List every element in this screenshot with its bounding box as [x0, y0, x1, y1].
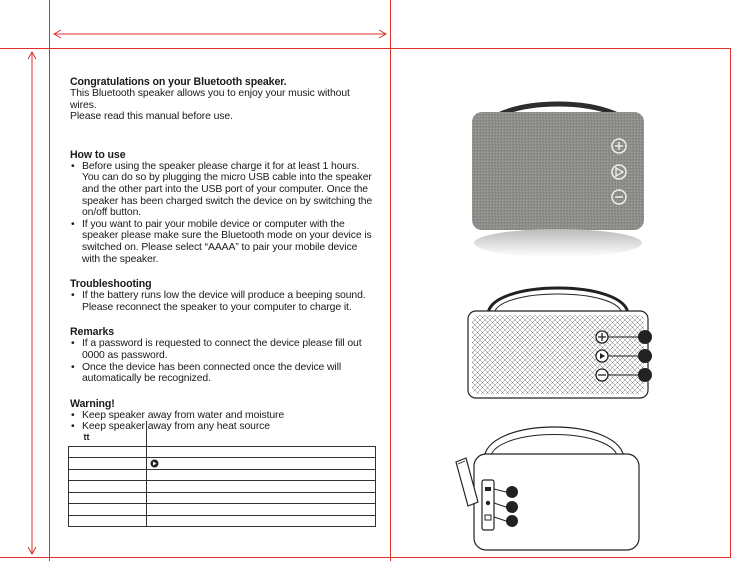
remarks-bullet: • If a password is requested to connect the device please fill out 0000 as password. — [70, 338, 375, 361]
speaker-side-diagram — [444, 420, 644, 552]
manual-text — [70, 76, 375, 446]
play-icon — [596, 350, 608, 362]
table-row — [69, 469, 376, 481]
table-header-row — [69, 421, 376, 446]
table-row — [69, 492, 376, 504]
intro-heading: Congratulations on your Bluetooth speaker. — [70, 76, 287, 88]
callout-marker — [506, 486, 518, 498]
spec-table — [68, 421, 376, 527]
troubleshooting-bullet: • If the battery runs low the device will produce a beeping sound. Please reconnect the speaker to your computer to charge it. — [70, 290, 375, 313]
callout-marker — [638, 330, 652, 344]
how-to-use-bullet: • Before using the speaker please charge it for at least 1 hours. You can do so by plugging the micro USB cable into the speaker and the other part into the USB port of your computer. Once the speaker has been charged switch the device on by switching the on/off button. — [70, 161, 375, 219]
table-row — [69, 481, 376, 493]
table-row — [69, 515, 376, 527]
speaker-photo — [460, 80, 660, 265]
remarks-section — [70, 326, 375, 384]
table-row — [69, 446, 376, 458]
how-to-use-heading: How to use — [70, 148, 126, 161]
intro-section — [70, 76, 375, 123]
callout-marker — [506, 515, 518, 527]
callout-marker — [638, 349, 652, 363]
intro-line: Please read this manual before use. — [70, 111, 233, 123]
troubleshooting-heading: Troubleshooting — [70, 278, 152, 291]
table-row — [69, 504, 376, 516]
speaker-base-reflection — [474, 229, 642, 257]
intro-line: This Bluetooth speaker allows you to enjoy your music without wires. — [70, 88, 350, 111]
plus-icon — [596, 331, 608, 343]
play-pause-icon — [150, 459, 160, 468]
callout-marker — [506, 501, 518, 513]
speaker-body — [472, 112, 644, 230]
troubleshooting-section — [70, 278, 375, 313]
how-to-use-section — [70, 149, 375, 265]
warning-bullet: • Keep speaker away from any heat source — [70, 421, 375, 433]
table-header-label: tt — [69, 421, 147, 446]
warning-heading: Warning! — [70, 397, 115, 410]
aux-port-icon — [486, 501, 490, 505]
table-header-cell — [147, 421, 376, 446]
table-row — [69, 458, 376, 470]
warning-bullet: • Keep speaker away from water and moisture — [70, 410, 375, 422]
speaker-front-diagram — [460, 285, 660, 405]
remarks-heading: Remarks — [70, 326, 115, 339]
usb-port-icon — [485, 487, 491, 491]
remarks-bullet: • Once the device has been connected once the device will automatically be recognized. — [70, 362, 375, 385]
how-to-use-bullet: • If you want to pair your mobile device or computer with the speaker please make sure the Bluetooth mode on your device is switched on. Please select “AAAA” to pair your mobile device with the speaker. — [70, 219, 375, 265]
minus-icon — [596, 369, 608, 381]
callout-marker — [638, 368, 652, 382]
